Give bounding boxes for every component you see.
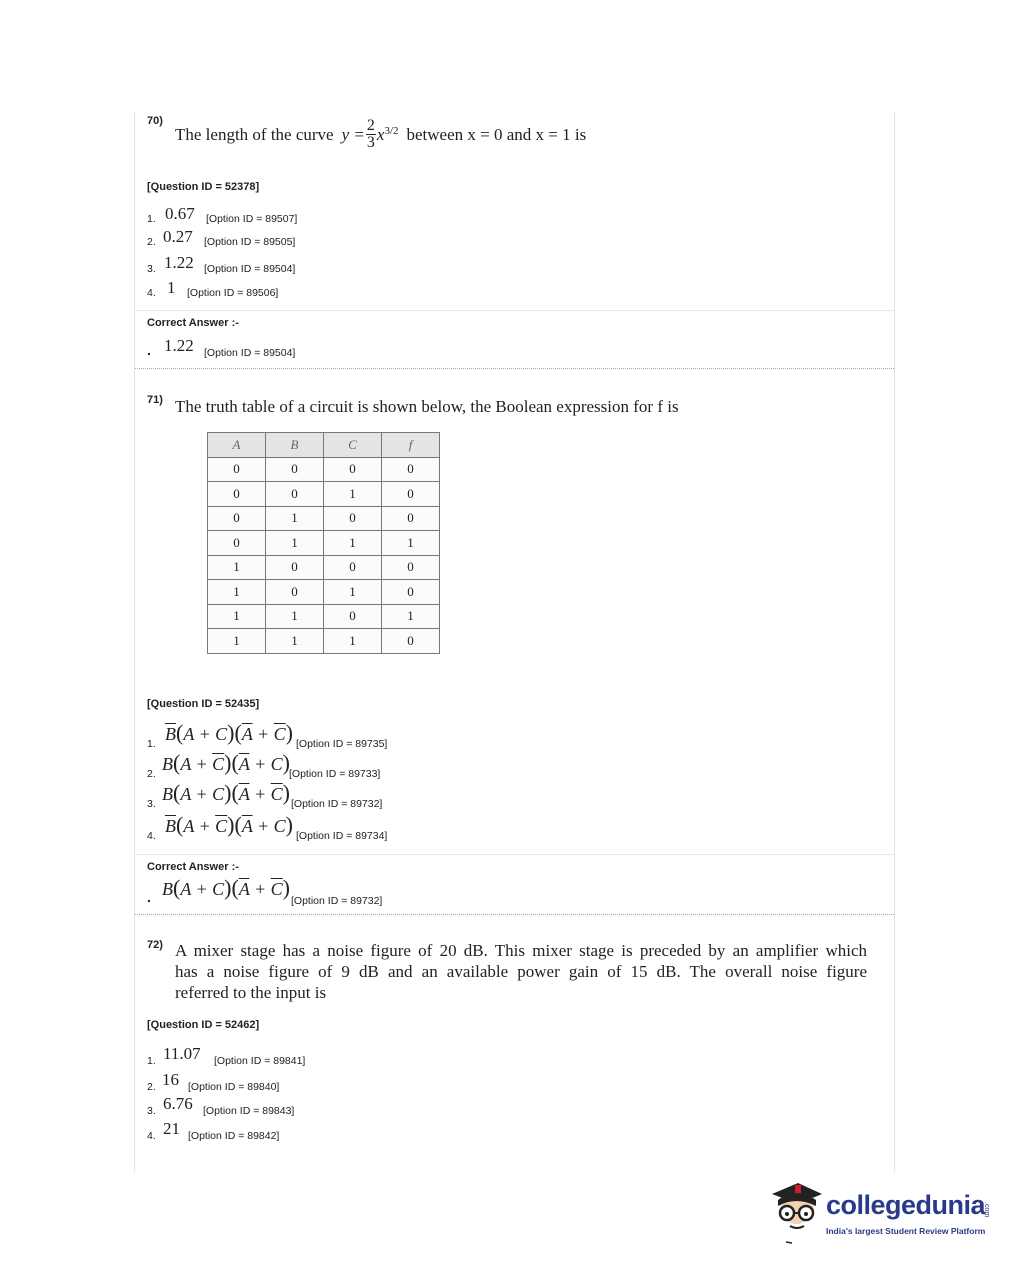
q72-question-id: [Question ID = 52462] [147, 1019, 260, 1031]
q71-correct-answer-label: Correct Answer :- [147, 861, 239, 873]
q70-correct-answer-label: Correct Answer :- [147, 317, 239, 329]
table-row: 1 0 1 0 [208, 580, 440, 605]
q71-correct-expression: $B(A + C)(\overline{A} + \overline{C})$ [162, 875, 290, 900]
table-row: 0 0 0 0 [208, 457, 440, 482]
truth-table-header-cell: A [208, 433, 266, 458]
logo-dotcom: .com [983, 1202, 990, 1218]
truth-table-header-cell: C [324, 433, 382, 458]
q70-question-id: [Question ID = 52378] [147, 181, 260, 193]
q71-question-id: [Question ID = 52435] [147, 698, 260, 710]
truth-table [207, 432, 440, 654]
q70-text-before: The length of the curve [175, 124, 334, 144]
collegedunia-logo [768, 1180, 998, 1252]
q71-option-4-expression: $\overline{B}(A + \overline{C})(\overline{A} + C)$ [165, 812, 293, 837]
question-divider [135, 368, 894, 369]
logo-wordmark: collegedunia [826, 1190, 986, 1220]
q71-option-2-expression: $B(A + \overline{C})(\overline{A} + C)$ [162, 750, 290, 775]
table-row: 1 1 1 0 [208, 629, 440, 654]
q72-text: A mixer stage has a noise figure of 20 dB. This mixer stage is preceded by an amplifier which has a noise figure of 9 dB and an available power gain of 15 dB. The overall noise figure referred to the input is [175, 941, 867, 1002]
truth-table-header-cell: B [266, 433, 324, 458]
mascot-icon [768, 1180, 826, 1246]
q70-power-base: x [376, 124, 385, 144]
q70-eq-y: y = [341, 124, 365, 144]
table-row: 0 1 0 0 [208, 506, 440, 531]
q72-number: 72) [147, 939, 163, 951]
logo-tagline: India's largest Student Review Platform [826, 1226, 986, 1236]
truth-table-header-cell: f [382, 433, 440, 458]
q71-option-3-expression: $B(A + C)(\overline{A} + \overline{C})$ [162, 780, 290, 805]
question-divider [135, 914, 894, 915]
table-row: 0 1 1 1 [208, 531, 440, 556]
q70-text-after: between x = 0 and x = 1 is [406, 124, 587, 144]
truth-table-header [208, 433, 440, 458]
table-row: 1 0 0 0 [208, 555, 440, 580]
q71-text: The truth table of a circuit is shown below, the Boolean expression for f is [175, 397, 679, 416]
table-row: 1 1 0 1 [208, 604, 440, 629]
table-row: 0 0 1 0 [208, 482, 440, 507]
q70-number: 70) [147, 115, 163, 127]
q71-option-1-expression: $\overline{B}(A + C)(\overline{A} + \overline{C})$ [165, 720, 293, 745]
q70-power-exp: 3/2 [384, 124, 399, 137]
question-sheet: 70) The length of the curve y = $\frac{2}{3}$ x $^{3/2}$ between x = 0 and x = 1 is [Question ID = 52378] 1. 0.67 [Option ID = 89507] 2. 0.27 [Option ID = 89505] 3. 1.22 [Option ID = 89504] 4. 1 [Option ID = 89506] Correct Answer :- . 1.22 [Option ID = 89504] 71) The truth table of a circuit is shown below, the Boolean expression for f is A B C f 0 0 0 0 0 0 1 0 0 1 0 0 0 1 1 1 1 0 0 0 1 0 1 0 1 1 0 1 1 1 1 0 [Question ID = 52435] 1. $\overline{B}(A + C)(\overline{A} + \overline{C})$ [Option ID = 89735] 2. $B(A + \overline{C})(\overline{A} + C)$ [Option ID = 89733] 3. $B(A + C)(\overline{A} + \overline{C})$ [Option ID = 89732] 4. $\overline{B}(A + \overline{C})(\overline{A} + C)$ [Option ID = 89734] Correct Answer :- . $B(A + C)(\overline{A} + \overline{C})$ [Option ID = 89732] 72) A mixer stage has a noise figure of 20 dB. This mixer stage is preceded by an amplifier which has a noise figure of 9 dB and an available power gain of 15 dB. The overall noise figure referred to the input is [Question ID = 52462] 1. 11.07 [Option ID = 89841] 2. 16 [Option ID = 89840] 3. 6.76 [Option ID = 89843] 4. 21 [Option ID = 89842] [134, 112, 895, 1172]
divider [135, 854, 894, 855]
q70-fraction: $\frac{2}{3}$ [366, 117, 375, 151]
divider [135, 310, 894, 311]
q70-text [175, 118, 586, 151]
q71-number: 71) [147, 394, 163, 406]
